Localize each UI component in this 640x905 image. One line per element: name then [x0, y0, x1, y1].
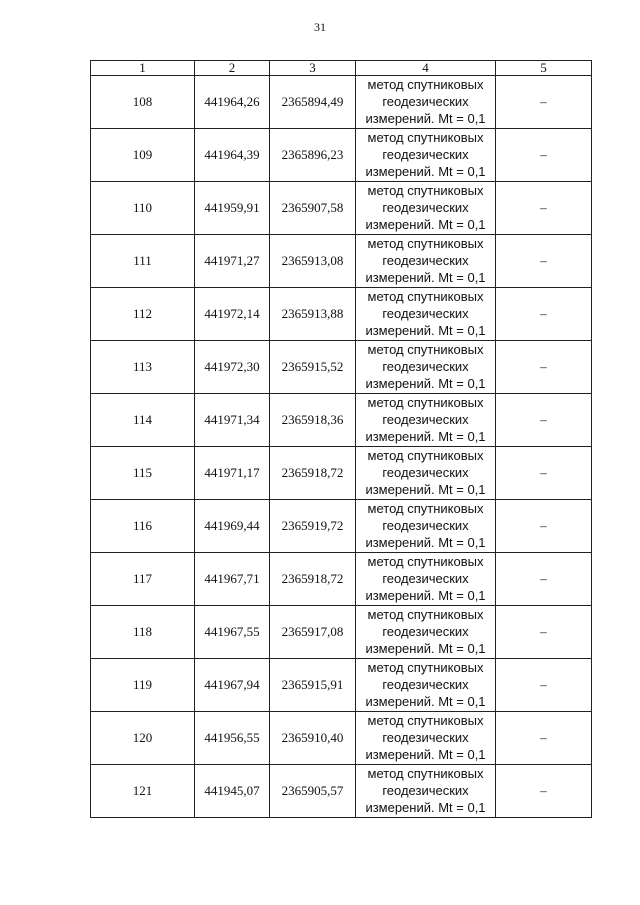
method-line: геодезических — [382, 730, 469, 745]
method-cell — [356, 606, 496, 659]
method-cell — [356, 500, 496, 553]
method-line: измерений. Mt = 0,1 — [365, 111, 486, 126]
x-coordinate-cell: 441967,71 — [195, 553, 270, 606]
header-cell-5: 5 — [496, 61, 592, 76]
column-5-cell: – — [496, 553, 592, 606]
y-coordinate-cell: 2365907,58 — [270, 182, 356, 235]
table-body — [91, 76, 592, 818]
column-5-cell: – — [496, 765, 592, 818]
table-row — [91, 553, 592, 606]
method-line: геодезических — [382, 200, 469, 215]
method-line: метод спутниковых — [367, 766, 484, 781]
header-cell-4: 4 — [356, 61, 496, 76]
method-line: геодезических — [382, 412, 469, 427]
x-coordinate-cell: 441967,55 — [195, 606, 270, 659]
method-line: геодезических — [382, 147, 469, 162]
table-row — [91, 182, 592, 235]
point-id-cell: 114 — [91, 394, 195, 447]
point-id-cell: 115 — [91, 447, 195, 500]
method-line: геодезических — [382, 783, 469, 798]
x-coordinate-cell: 441945,07 — [195, 765, 270, 818]
method-cell — [356, 553, 496, 606]
column-5-cell: – — [496, 712, 592, 765]
x-coordinate-cell: 441972,14 — [195, 288, 270, 341]
y-coordinate-cell: 2365915,52 — [270, 341, 356, 394]
method-line: измерений. Mt = 0,1 — [365, 694, 486, 709]
y-coordinate-cell: 2365913,88 — [270, 288, 356, 341]
method-line: метод спутниковых — [367, 448, 484, 463]
method-line: метод спутниковых — [367, 77, 484, 92]
x-coordinate-cell: 441964,26 — [195, 76, 270, 129]
method-cell — [356, 76, 496, 129]
method-cell — [356, 447, 496, 500]
method-line: измерений. Mt = 0,1 — [365, 641, 486, 656]
method-line: метод спутниковых — [367, 183, 484, 198]
column-5-cell: – — [496, 341, 592, 394]
y-coordinate-cell: 2365913,08 — [270, 235, 356, 288]
column-5-cell: – — [496, 235, 592, 288]
x-coordinate-cell: 441956,55 — [195, 712, 270, 765]
method-line: геодезических — [382, 677, 469, 692]
x-coordinate-cell: 441971,17 — [195, 447, 270, 500]
method-line: метод спутниковых — [367, 660, 484, 675]
coordinates-table — [90, 60, 592, 818]
y-coordinate-cell: 2365918,36 — [270, 394, 356, 447]
y-coordinate-cell: 2365915,91 — [270, 659, 356, 712]
method-line: измерений. Mt = 0,1 — [365, 270, 486, 285]
table-row — [91, 341, 592, 394]
point-id-cell: 119 — [91, 659, 195, 712]
point-id-cell: 109 — [91, 129, 195, 182]
method-line: геодезических — [382, 253, 469, 268]
y-coordinate-cell: 2365918,72 — [270, 553, 356, 606]
method-line: геодезических — [382, 624, 469, 639]
method-line: метод спутниковых — [367, 130, 484, 145]
table-row — [91, 659, 592, 712]
method-line: измерений. Mt = 0,1 — [365, 217, 486, 232]
method-line: измерений. Mt = 0,1 — [365, 747, 486, 762]
method-line: измерений. Mt = 0,1 — [365, 376, 486, 391]
x-coordinate-cell: 441972,30 — [195, 341, 270, 394]
method-line: геодезических — [382, 571, 469, 586]
table-row — [91, 288, 592, 341]
method-line: измерений. Mt = 0,1 — [365, 800, 486, 815]
x-coordinate-cell: 441964,39 — [195, 129, 270, 182]
table-row — [91, 129, 592, 182]
method-line: измерений. Mt = 0,1 — [365, 535, 486, 550]
point-id-cell: 120 — [91, 712, 195, 765]
method-cell — [356, 235, 496, 288]
x-coordinate-cell: 441971,34 — [195, 394, 270, 447]
point-id-cell: 117 — [91, 553, 195, 606]
y-coordinate-cell: 2365894,49 — [270, 76, 356, 129]
column-5-cell: – — [496, 659, 592, 712]
x-coordinate-cell: 441969,44 — [195, 500, 270, 553]
method-line: геодезических — [382, 306, 469, 321]
column-5-cell: – — [496, 76, 592, 129]
table-row — [91, 606, 592, 659]
x-coordinate-cell: 441967,94 — [195, 659, 270, 712]
column-5-cell: – — [496, 288, 592, 341]
method-line: измерений. Mt = 0,1 — [365, 588, 486, 603]
method-line: измерений. Mt = 0,1 — [365, 323, 486, 338]
column-5-cell: – — [496, 500, 592, 553]
column-5-cell: – — [496, 447, 592, 500]
method-cell — [356, 129, 496, 182]
method-line: геодезических — [382, 359, 469, 374]
y-coordinate-cell: 2365917,08 — [270, 606, 356, 659]
point-id-cell: 116 — [91, 500, 195, 553]
table-row — [91, 235, 592, 288]
method-line: геодезических — [382, 94, 469, 109]
method-line: измерений. Mt = 0,1 — [365, 482, 486, 497]
method-line: измерений. Mt = 0,1 — [365, 164, 486, 179]
method-cell — [356, 394, 496, 447]
table-row — [91, 765, 592, 818]
y-coordinate-cell: 2365905,57 — [270, 765, 356, 818]
point-id-cell: 121 — [91, 765, 195, 818]
header-cell-1: 1 — [91, 61, 195, 76]
table-header — [91, 61, 592, 76]
method-line: метод спутниковых — [367, 236, 484, 251]
method-line: геодезических — [382, 465, 469, 480]
point-id-cell: 112 — [91, 288, 195, 341]
method-cell — [356, 288, 496, 341]
header-cell-2: 2 — [195, 61, 270, 76]
column-5-cell: – — [496, 129, 592, 182]
method-cell — [356, 341, 496, 394]
y-coordinate-cell: 2365896,23 — [270, 129, 356, 182]
method-line: измерений. Mt = 0,1 — [365, 429, 486, 444]
y-coordinate-cell: 2365919,72 — [270, 500, 356, 553]
method-line: метод спутниковых — [367, 395, 484, 410]
x-coordinate-cell: 441971,27 — [195, 235, 270, 288]
table-row — [91, 500, 592, 553]
table-row — [91, 447, 592, 500]
x-coordinate-cell: 441959,91 — [195, 182, 270, 235]
method-cell — [356, 765, 496, 818]
method-line: метод спутниковых — [367, 501, 484, 516]
column-5-cell: – — [496, 394, 592, 447]
y-coordinate-cell: 2365910,40 — [270, 712, 356, 765]
table-row — [91, 712, 592, 765]
method-line: геодезических — [382, 518, 469, 533]
table-row — [91, 76, 592, 129]
point-id-cell: 118 — [91, 606, 195, 659]
header-row — [91, 61, 592, 76]
method-cell — [356, 712, 496, 765]
method-line: метод спутниковых — [367, 607, 484, 622]
point-id-cell: 110 — [91, 182, 195, 235]
column-5-cell: – — [496, 606, 592, 659]
method-line: метод спутниковых — [367, 713, 484, 728]
method-line: метод спутниковых — [367, 289, 484, 304]
page-number: 31 — [314, 20, 326, 34]
y-coordinate-cell: 2365918,72 — [270, 447, 356, 500]
method-line: метод спутниковых — [367, 554, 484, 569]
method-line: метод спутниковых — [367, 342, 484, 357]
column-5-cell: – — [496, 182, 592, 235]
point-id-cell: 113 — [91, 341, 195, 394]
header-cell-3: 3 — [270, 61, 356, 76]
point-id-cell: 108 — [91, 76, 195, 129]
method-cell — [356, 182, 496, 235]
method-cell — [356, 659, 496, 712]
point-id-cell: 111 — [91, 235, 195, 288]
table-row — [91, 394, 592, 447]
